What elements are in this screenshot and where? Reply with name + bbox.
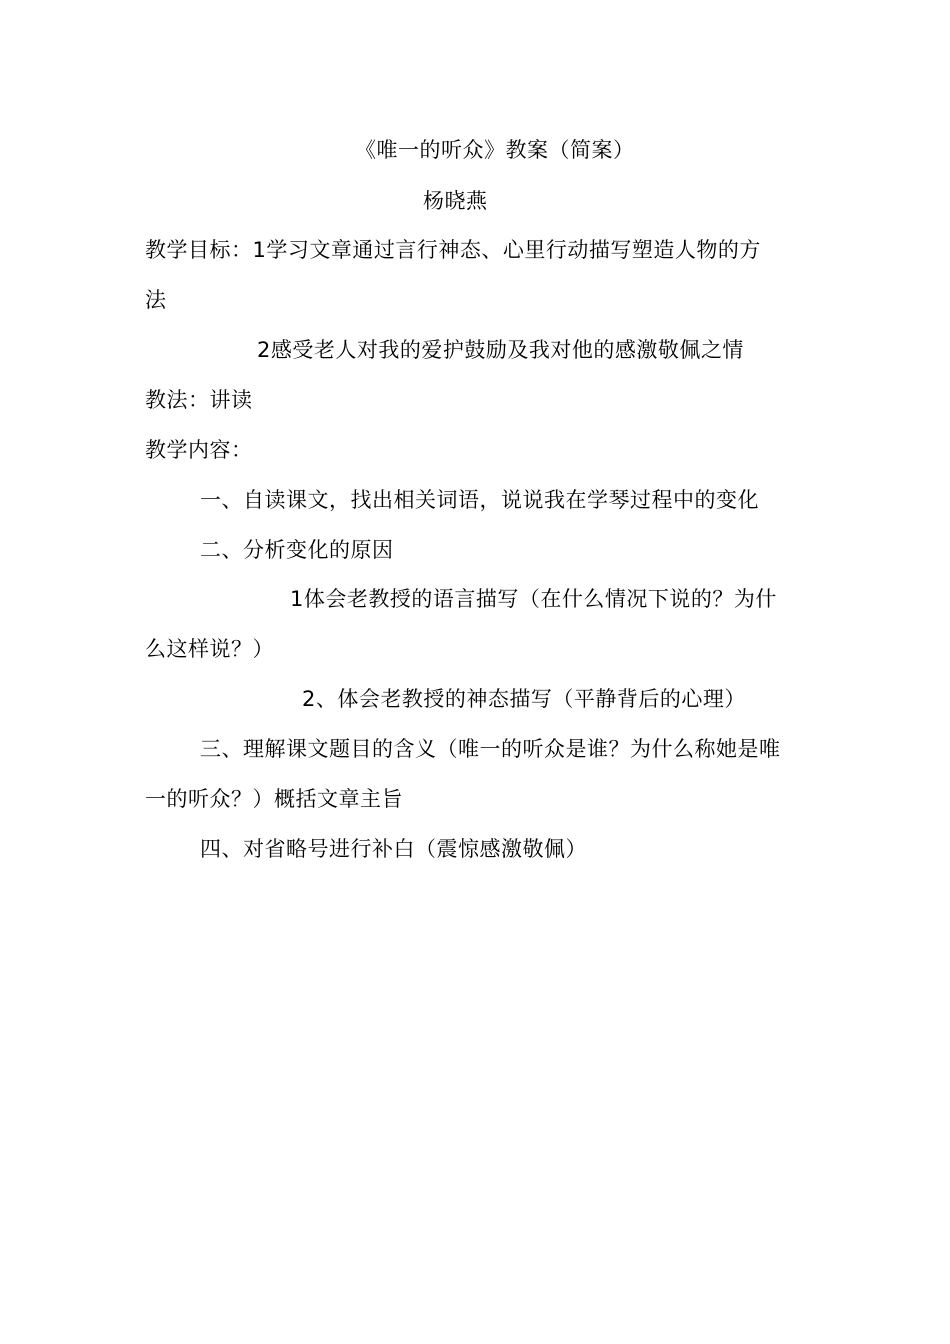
step-two-sub-2: 2、体会老教授的神态描写（平静背后的心理） <box>302 687 746 711</box>
step-three-line-1: 三、理解课文题目的含义（唯一的听众是谁？为什么称她是唯 <box>200 737 781 761</box>
step-two: 二、分析变化的原因 <box>200 538 394 562</box>
teaching-objectives-line-2: 法 <box>145 288 167 312</box>
teaching-method: 教法：讲读 <box>145 388 253 412</box>
document-title: 《唯一的听众》教案（简案） <box>355 138 635 162</box>
teaching-content-label: 教学内容： <box>145 438 253 462</box>
step-one: 一、自读课文，找出相关词语，说说我在学琴过程中的变化 <box>200 488 759 512</box>
step-three-line-2: 一的听众？）概括文章主旨 <box>145 787 403 811</box>
step-four: 四、对省略号进行补白（震惊感激敬佩） <box>200 837 587 861</box>
step-two-sub-1-line-2: 么这样说？） <box>145 637 274 661</box>
step-two-sub-1-line-1: 1体会老教授的语言描写（在什么情况下说的？为什 <box>290 587 777 611</box>
teaching-objectives-line-1: 教学目标：1学习文章通过言行神态、心里行动描写塑造人物的方 <box>145 238 761 262</box>
author-name: 杨晓燕 <box>423 189 488 213</box>
teaching-objective-2: 2感受老人对我的爱护鼓励及我对他的感激敬佩之情 <box>257 338 744 362</box>
